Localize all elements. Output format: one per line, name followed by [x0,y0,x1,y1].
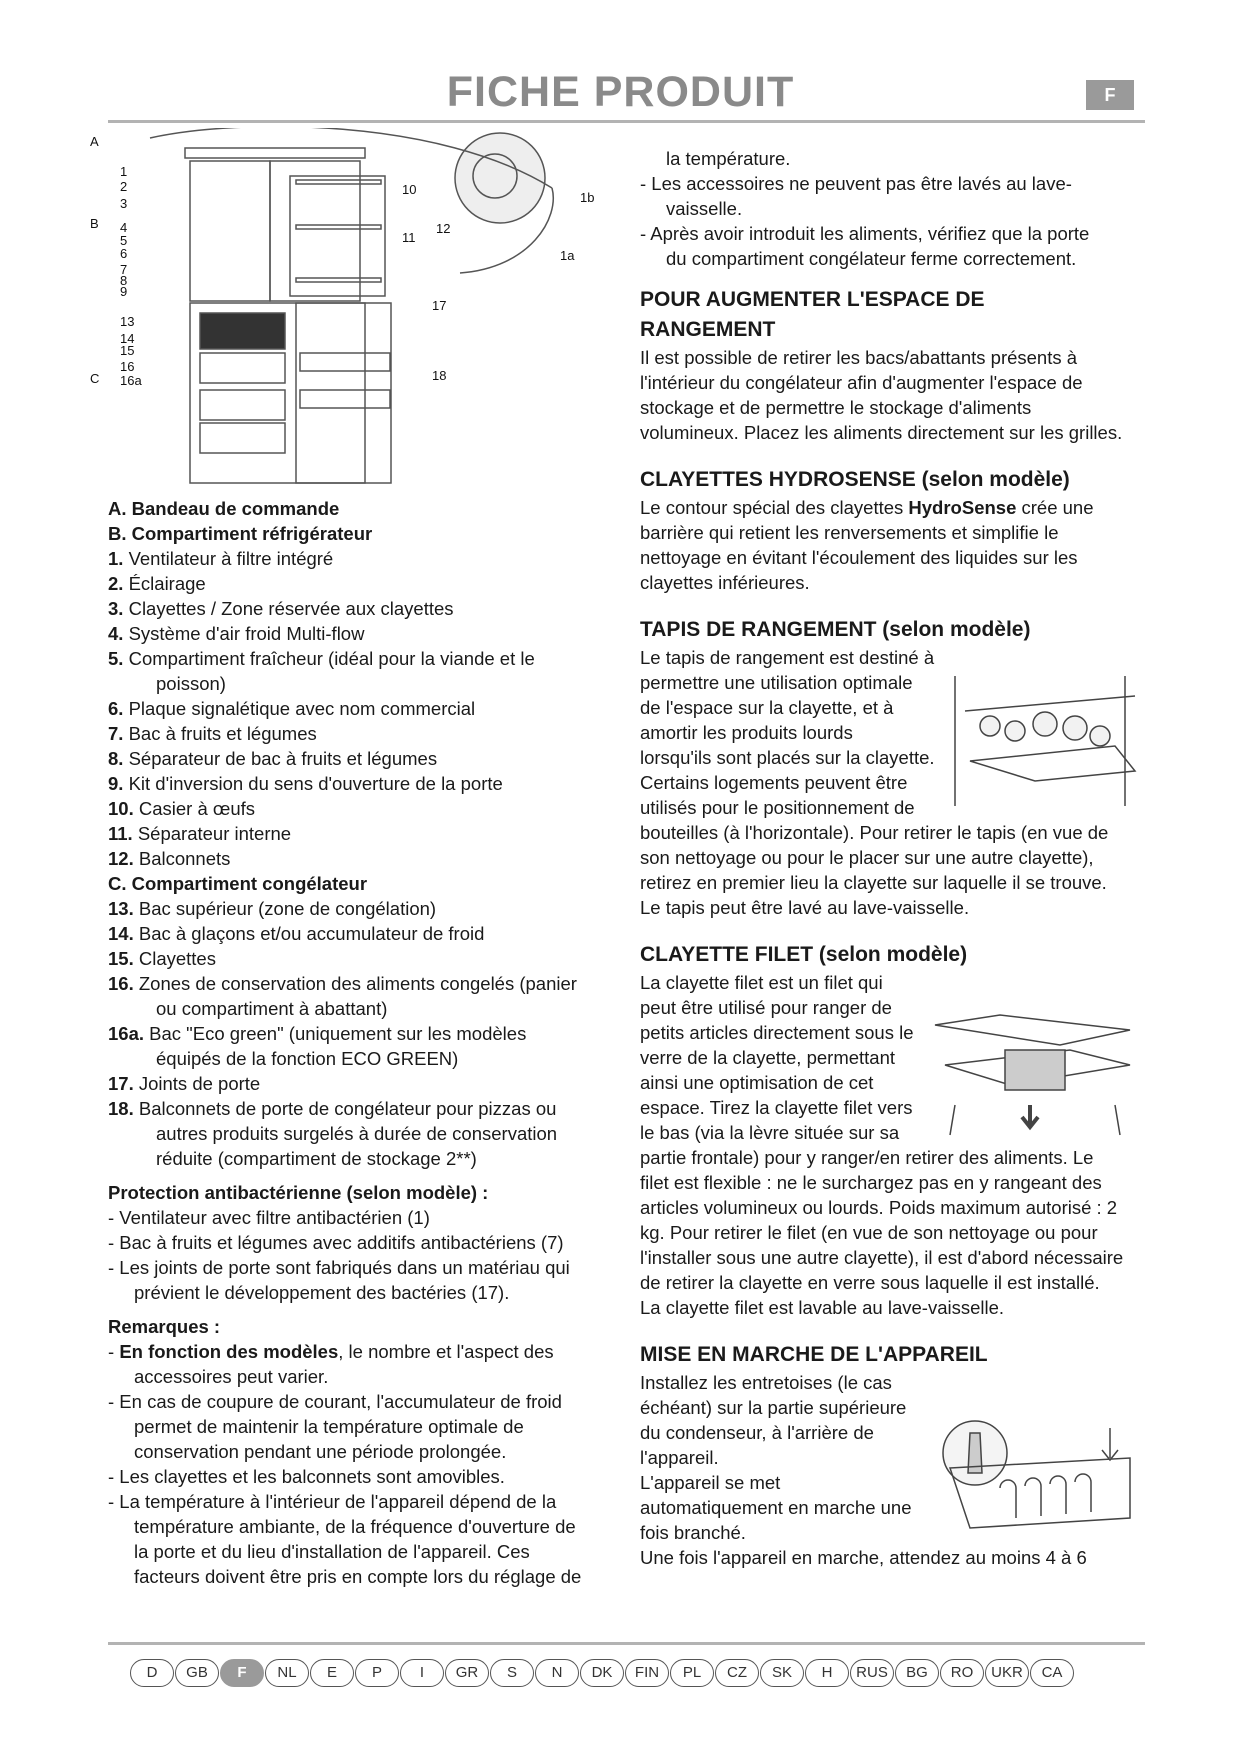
protection-title: Protection antibactérienne (selon modèle) : [108,1182,489,1203]
filet-line: de retirer la clayette en verre sous laquelle il est installé. [640,1272,1100,1293]
legend-text: Éclairage [123,573,206,594]
filet-title: CLAYETTE FILET (selon modèle) [640,943,968,966]
remark-line [108,1464,616,1489]
legend-number: A. Bandeau de commande [108,498,340,519]
legend-line [108,521,616,546]
start-line: automatiquement en marche une [640,1497,912,1518]
callout-1: 1 [120,164,128,179]
start-line: échéant) sur la partie supérieure [640,1397,907,1418]
remark-line-text: - Les accessoires ne peuvent pas être lavés au lave- [640,173,1072,194]
language-rus[interactable]: RUS [850,1659,894,1687]
language-gb[interactable]: GB [175,1659,219,1687]
legend-number: C. Compartiment congélateur [108,873,368,894]
hydrosense-line-text: clayettes inférieures. [640,572,810,593]
legend-text: Clayettes [133,948,216,969]
protection-list [108,1205,616,1305]
language-ca[interactable]: CA [1030,1659,1074,1687]
remark-line-text: , le nombre et l'aspect des [338,1341,554,1362]
spacer-illustration [930,1418,1140,1538]
callout-7: 7 [120,262,128,277]
remark-line [108,1414,616,1439]
filet-line: le bas (via la lèvre située sur sa [640,1122,900,1143]
language-fin[interactable]: FIN [625,1659,669,1687]
legend-text: Bac à fruits et légumes [123,723,317,744]
remarks-continued [640,146,1155,271]
remark-line-text: - En cas de coupure de courant, l'accumulateur de froid [108,1391,562,1412]
start-title: MISE EN MARCHE DE L'APPAREIL [640,1343,988,1366]
legend-text: poisson) [156,673,226,694]
legend-text: autres produits surgelés à durée de conservation [156,1123,558,1144]
space-title-2: RANGEMENT [640,318,776,341]
legend-number: 16. [108,973,134,994]
hydrosense-line-text: nettoyage en évitant l'écoulement des liquides sur les [640,547,1078,568]
protection-line-text: - Ventilateur avec filtre antibactérien (1) [108,1207,430,1228]
language-s[interactable]: S [490,1659,534,1687]
legend-number: B. Compartiment réfrigérateur [108,523,373,544]
start-line: l'appareil. [640,1447,719,1468]
hydrosense-line-text: Le contour spécial des clayettes [640,497,909,518]
callout-14: 14 [120,331,135,346]
legend-number: 14. [108,923,134,944]
header-rule [108,120,1145,123]
legend-number: 8. [108,748,124,769]
tapis-line: Certains logements peuvent être [640,772,908,793]
filet-line: La clayette filet est un filet qui [640,972,883,993]
callout-17: 17 [432,298,447,313]
right-column [640,146,1155,1570]
protection-line-text: - Bac à fruits et légumes avec additifs antibactériens (7) [108,1232,564,1253]
legend-text: Compartiment fraîcheur (idéal pour la viande et le [123,648,535,669]
legend-number: 12. [108,848,134,869]
remark-line [108,1564,616,1589]
legend-line [108,721,616,746]
hydrosense-text [640,495,1155,595]
filet-line: partie frontale) pour y ranger/en retirer des aliments. Le [640,1147,1094,1168]
hydrosense-line-text: crée une [1016,497,1094,518]
start-line: Installez les entretoises (le cas [640,1372,892,1393]
language-ro[interactable]: RO [940,1659,984,1687]
remark-line [108,1389,616,1414]
legend-line [108,846,616,871]
legend-line [108,896,616,921]
language-h[interactable]: H [805,1659,849,1687]
legend-text: réduite (compartiment de stockage 2**) [156,1148,477,1169]
legend-text: Casier à œufs [133,798,256,819]
legend-number: 9. [108,773,124,794]
remarks-title: Remarques : [108,1316,221,1337]
language-sk[interactable]: SK [760,1659,804,1687]
language-pl[interactable]: PL [670,1659,714,1687]
filet-line: peut être utilisé pour ranger de [640,997,892,1018]
callout-18: 18 [432,368,447,383]
language-d[interactable]: D [130,1659,174,1687]
language-cz[interactable]: CZ [715,1659,759,1687]
legend-line [108,946,616,971]
legend-number: 17. [108,1073,134,1094]
legend-text: Bac à glaçons et/ou accumulateur de froid [133,923,485,944]
left-column [108,496,616,1589]
remark-line [640,196,1155,221]
callout-16a: 16a [120,373,142,388]
legend-line [108,1121,616,1146]
tapis-title: TAPIS DE RANGEMENT (selon modèle) [640,618,1031,641]
legend-line [108,921,616,946]
remark-line [640,246,1155,271]
callout-6: 6 [120,246,128,261]
legend-text: Plaque signalétique avec nom commercial [123,698,476,719]
legend-text: Séparateur de bac à fruits et légumes [123,748,438,769]
legend-line [108,596,616,621]
tapis-line: permettre une utilisation optimale [640,672,913,693]
legend-number: 7. [108,723,124,744]
callout-13: 13 [120,314,135,329]
callout-10: 10 [402,182,417,197]
legend-text: Zones de conservation des aliments congelés (panier [133,973,577,994]
remarks-list [108,1339,616,1589]
remark-line-text: permet de maintenir la température optimale de [134,1416,524,1437]
legend-number: 4. [108,623,124,644]
space-line: volumineux. Placez les aliments directement sur les grilles. [640,422,1123,443]
legend-line [108,496,616,521]
remark-line-text: conservation pendant une période prolongée. [134,1441,507,1462]
language-e[interactable]: E [310,1659,354,1687]
language-nl[interactable]: NL [265,1659,309,1687]
legend-number: 16a. [108,1023,145,1044]
legend-line [108,646,616,671]
remark-line-prefix: - [108,1341,120,1362]
start-line: fois branché. [640,1522,746,1543]
hydrosense-line-bold: HydroSense [908,497,1017,518]
remark-line-bold: En fonction des modèles [119,1341,339,1362]
remark-line-text: la température. [666,148,791,169]
space-line: l'intérieur du congélateur afin d'augmenter l'espace de [640,372,1083,393]
legend-text: Ventilateur à filtre intégré [123,548,334,569]
protection-line [108,1205,616,1230]
start-line: Une fois l'appareil en marche, attendez au moins 4 à 6 [640,1547,1087,1568]
legend-line [108,671,616,696]
remark-line [108,1339,616,1364]
legend-line [108,546,616,571]
protection-line [108,1280,616,1305]
legend-number: 1. [108,548,124,569]
hydrosense-line [640,495,1155,520]
footer-rule [108,1642,1145,1645]
page-title: FICHE PRODUIT [446,68,795,116]
filet-line: espace. Tirez la clayette filet vers [640,1097,913,1118]
remark-line [108,1539,616,1564]
legend-line [108,571,616,596]
language-bg[interactable]: BG [895,1659,939,1687]
start-line: du condenseur, à l'arrière de [640,1422,874,1443]
remark-line-text: température ambiante, de la fréquence d'ouverture de [134,1516,576,1537]
protection-line-text: - Les joints de porte sont fabriqués dans un matériau qui [108,1257,570,1278]
remark-line-text: - Les clayettes et les balconnets sont amovibles. [108,1466,505,1487]
tapis-line: de l'espace sur la clayette, et à [640,697,894,718]
legend-text: Séparateur interne [132,823,292,844]
legend-line [108,696,616,721]
legend-line [108,1096,616,1121]
hydrosense-line [640,570,1155,595]
legend-line [108,796,616,821]
filet-line: petits articles directement sous le [640,1022,914,1043]
legend-line [108,1046,616,1071]
tapis-line: Le tapis de rangement est destiné à [640,647,935,668]
language-ukr[interactable]: UKR [985,1659,1029,1687]
legend-text: Kit d'inversion du sens d'ouverture de la porte [123,773,503,794]
legend-line [108,821,616,846]
language-gr[interactable]: GR [445,1659,489,1687]
callout-12: 12 [436,221,451,236]
tapis-line: son nettoyage ou pour le placer sur une autre clayette), [640,847,1094,868]
legend-text: Bac "Eco green" (uniquement sur les modèles [144,1023,527,1044]
language-f[interactable]: F [220,1659,264,1687]
legend-number: 15. [108,948,134,969]
protection-line-text: prévient le développement des bactéries (17). [134,1282,510,1303]
storage-mat-illustration [945,676,1140,811]
remark-line-text: - Après avoir introduit les aliments, vérifiez que la porte [640,223,1090,244]
language-i[interactable]: I [400,1659,444,1687]
remark-line-text: vaisselle. [666,198,743,219]
legend-line [108,871,616,896]
remark-line-text: - La température à l'intérieur de l'appareil dépend de la [108,1491,557,1512]
callout-4: 4 [120,220,128,235]
legend-text: Système d'air froid Multi-flow [123,623,365,644]
protection-line [108,1255,616,1280]
callout-8: 8 [120,273,128,288]
callout-1a: 1a [560,248,575,263]
remark-line-text: la porte et du lieu d'installation de l'appareil. Ces [134,1541,530,1562]
legend-number: 5. [108,648,124,669]
language-dk[interactable]: DK [580,1659,624,1687]
tapis-line: retirez en premier lieu la clayette sur laquelle il se trouve. [640,872,1107,893]
legend-number: 13. [108,898,134,919]
legend-line [108,996,616,1021]
callout-16: 16 [120,359,135,374]
start-line: L'appareil se met [640,1472,781,1493]
space-line: stockage et de permettre le stockage d'aliments [640,397,1032,418]
remark-line [108,1364,616,1389]
legend-text: Bac supérieur (zone de congélation) [133,898,437,919]
legend-number: 2. [108,573,124,594]
remark-line [108,1514,616,1539]
language-badge: F [1086,80,1134,110]
legend-number: 18. [108,1098,134,1119]
callout-3: 3 [120,196,128,211]
legend-text: Clayettes / Zone réservée aux clayettes [123,598,454,619]
tapis-line: Le tapis peut être lavé au lave-vaisselle. [640,897,970,918]
legend-number: 6. [108,698,124,719]
legend-line [108,971,616,996]
space-title-1: POUR AUGMENTER L'ESPACE DE [640,288,985,311]
legend-line [108,1021,616,1046]
legend-line [108,771,616,796]
legend-text: Balconnets de porte de congélateur pour pizzas ou [133,1098,557,1119]
label-b: B [90,216,99,231]
hydrosense-line [640,545,1155,570]
component-legend [108,496,616,1171]
legend-number: 11. [108,823,133,844]
remark-line [640,171,1155,196]
callout-15: 15 [120,343,135,358]
tapis-line: amortir les produits lourds [640,722,853,743]
tapis-line: lorsqu'ils sont placés sur la clayette. [640,747,935,768]
fridge-diagram [90,128,630,503]
callout-1b: 1b [580,190,595,205]
legend-number: 3. [108,598,124,619]
legend-text: ou compartiment à abattant) [156,998,388,1019]
legend-text: Balconnets [133,848,231,869]
filet-line: l'installer sous une autre clayette), il est d'abord nécessaire [640,1247,1124,1268]
language-p[interactable]: P [355,1659,399,1687]
space-text [640,345,1155,445]
legend-text: Joints de porte [133,1073,261,1094]
language-selector [130,1659,1074,1687]
legend-line [108,621,616,646]
remark-line [108,1489,616,1514]
callout-2: 2 [120,179,128,194]
legend-line [108,1071,616,1096]
remark-line [108,1439,616,1464]
remark-line-text: accessoires peut varier. [134,1366,329,1387]
hydrosense-line [640,520,1155,545]
callout-9: 9 [120,284,128,299]
filet-line: articles volumineux ou lourds. Poids maximum autorisé : 2 [640,1197,1118,1218]
filet-line: La clayette filet est lavable au lave-vaisselle. [640,1297,1005,1318]
hydrosense-title: CLAYETTES HYDROSENSE (selon modèle) [640,468,1070,491]
tapis-line: bouteilles (à l'horizontale). Pour retirer le tapis (en vue de [640,822,1109,843]
space-line: Il est possible de retirer les bacs/abattants présents à [640,347,1078,368]
label-a: A [90,134,99,149]
legend-line [108,1146,616,1171]
filet-line: filet est flexible : ne le surchargez pas en y rangeant des [640,1172,1102,1193]
filet-line: kg. Pour retirer le filet (en vue de son nettoyage ou pour [640,1222,1098,1243]
filet-line: verre de la clayette, permettant [640,1047,896,1068]
remark-line [640,146,1155,171]
callout-5: 5 [120,233,128,248]
remark-line-text: du compartiment congélateur ferme correctement. [666,248,1077,269]
language-n[interactable]: N [535,1659,579,1687]
legend-number: 10. [108,798,134,819]
remark-line [640,221,1155,246]
callout-11: 11 [402,230,416,245]
remark-line-text: facteurs doivent être pris en compte lors du réglage de [134,1566,582,1587]
protection-line [108,1230,616,1255]
legend-text: équipés de la fonction ECO GREEN) [156,1048,459,1069]
label-c: C [90,371,100,386]
legend-line [108,746,616,771]
filet-line: ainsi une optimisation de cet [640,1072,874,1093]
net-shelf-illustration [930,1005,1140,1150]
tapis-line: utilisés pour le positionnement de [640,797,915,818]
hydrosense-line-text: barrière qui retient les renversements et simplifie le [640,522,1059,543]
